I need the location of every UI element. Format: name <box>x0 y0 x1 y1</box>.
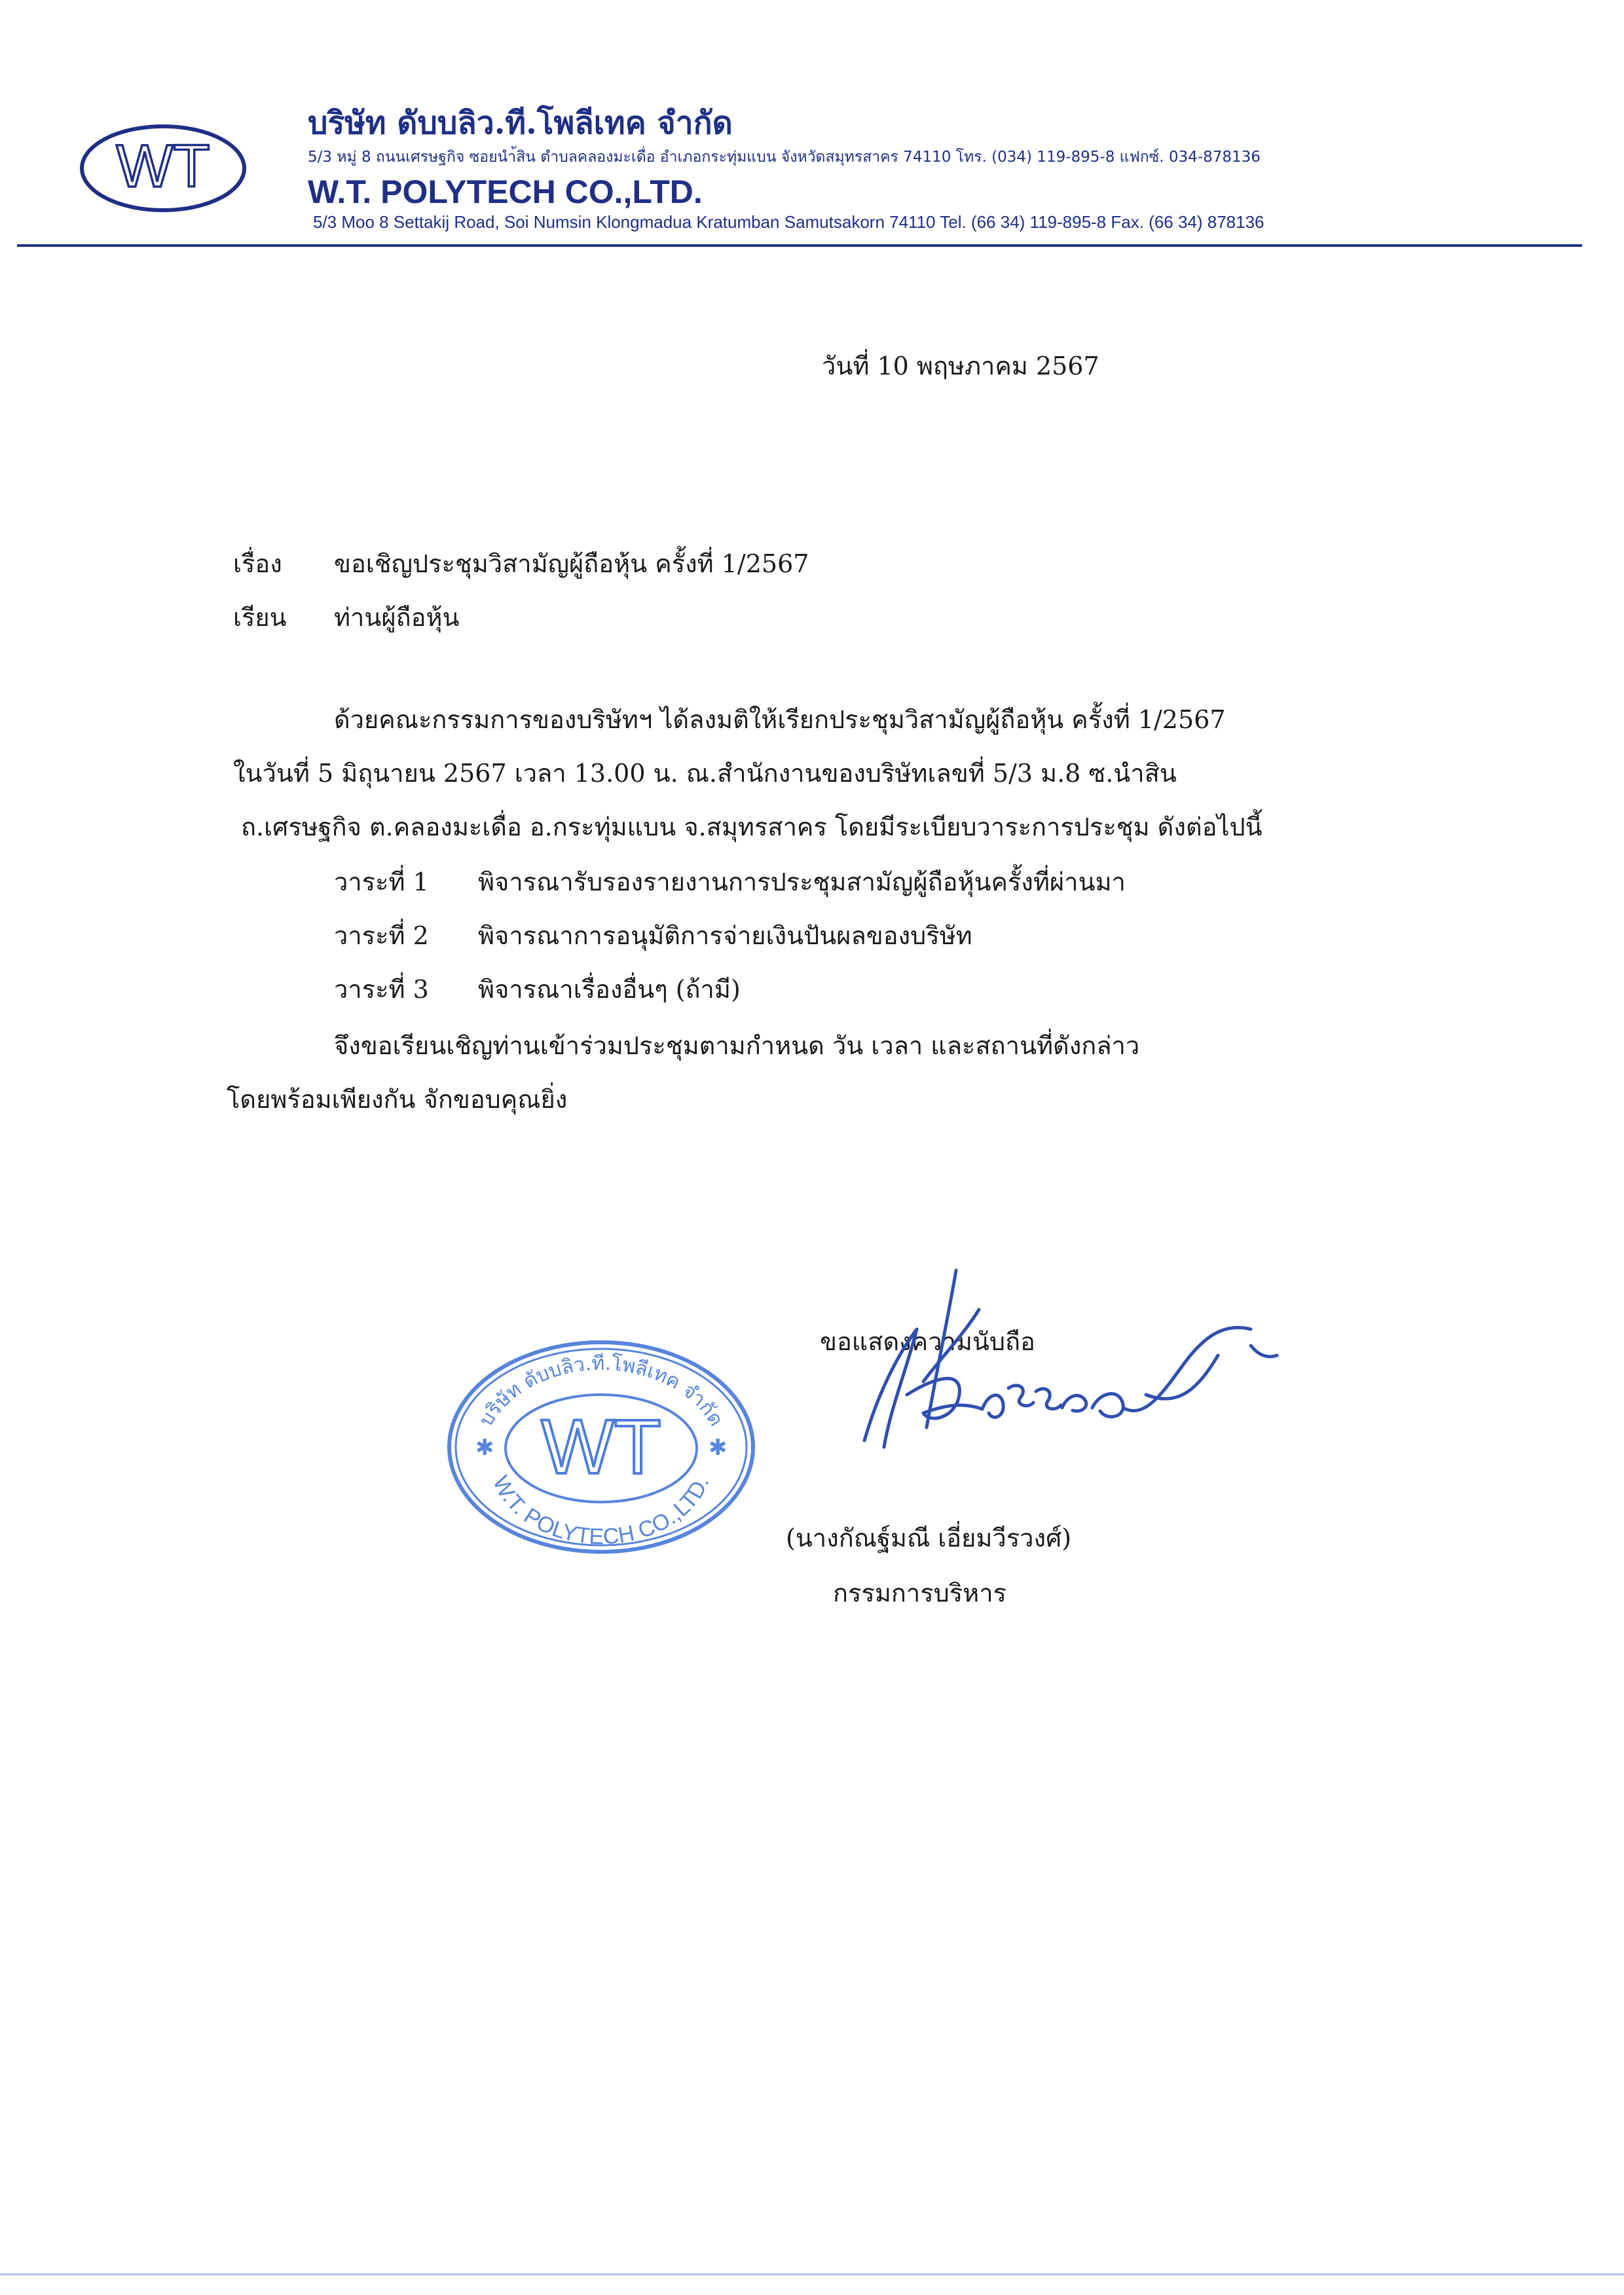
paragraph-line: ถ.เศรษฐกิจ ต.คลองมะเดื่อ อ.กระทุ่มแบน จ.สมุทรสาคร โดยมีระเบียบวาระการประชุม ดังต่อไปนี้ <box>241 813 1263 841</box>
company-name-th: บริษัท ดับบลิว.ที.โพลีเทค จำกัด <box>308 105 733 141</box>
signatory-title: กรรมการบริหาร <box>833 1579 1006 1607</box>
signatory-name: (นางกัณฐ์มณี เอี่ยมวีรวงศ์) <box>786 1524 1072 1552</box>
stamp-ring-bottom: W.T. POLYTECH CO.,LTD. <box>487 1472 714 1550</box>
agenda-label: วาระที่ 2 <box>334 921 429 950</box>
svg-text:✱: ✱ <box>475 1435 494 1461</box>
handwritten-signature <box>792 1257 1290 1473</box>
closing-regards: ขอแสดงความนับถือ <box>820 1327 1035 1356</box>
company-name-en: W.T. POLYTECH CO.,LTD. <box>308 174 703 210</box>
company-logo <box>77 121 249 215</box>
subject-text: ขอเชิญประชุมวิสามัญผู้ถือหุ้น ครั้งที่ 1/2567 <box>334 549 809 578</box>
stamp-ring-top: บริษัท ดับบลิว.ที.โพลีเทค จำกัด <box>474 1351 728 1431</box>
header-divider <box>17 244 1582 247</box>
company-address-th: 5/3 หมู่ 8 ถนนเศรษฐกิจ ซอยนำ้สิน ตำบลคลองมะเดื่อ อำเภอกระทุ่มแบน จังหวัดสมุทรสาคร 74110 โทร. (034) 119-895-8 แฟกซ์. 034-878136 <box>308 149 1261 166</box>
recipient-label: เรียน <box>233 603 287 632</box>
recipient-text: ท่านผู้ถือหุ้น <box>334 603 460 632</box>
logo-text: WT <box>116 133 210 200</box>
page-bottom-edge <box>0 2273 1624 2275</box>
agenda-label: วาระที่ 1 <box>334 868 429 896</box>
closing-line: โดยพร้อมเพียงกัน จักขอบคุณยิ่ง <box>227 1085 568 1114</box>
paragraph-line: ในวันที่ 5 มิถุนายน 2567 เวลา 13.00 น. ณ.สำนักงานของบริษัทเลขที่ 5/3 ม.8 ซ.นำสิน <box>233 759 1177 788</box>
letter-date: วันที่ 10 พฤษภาคม 2567 <box>822 352 1099 380</box>
subject-label: เรื่อง <box>233 549 282 578</box>
company-stamp <box>444 1336 758 1558</box>
paragraph-line: ด้วยคณะกรรมการของบริษัทฯ ได้ลงมติให้เรียกประชุมวิสามัญผู้ถือหุ้น ครั้งที่ 1/2567 <box>334 705 1226 734</box>
agenda-item: พิจารณาการอนุมัติการจ่ายเงินปันผลของบริษัท <box>478 921 972 950</box>
agenda-item: พิจารณารับรองรายงานการประชุมสามัญผู้ถือหุ้นครั้งที่ผ่านมา <box>478 868 1126 896</box>
stamp-center-text: WT <box>541 1404 661 1490</box>
agenda-item: พิจารณาเรื่องอื่นๆ (ถ้ามี) <box>478 975 741 1004</box>
closing-line: จึงขอเรียนเชิญท่านเข้าร่วมประชุมตามกำหนด วัน เวลา และสถานที่ดังกล่าว <box>334 1031 1140 1060</box>
agenda-label: วาระที่ 3 <box>334 975 429 1004</box>
svg-text:✱: ✱ <box>709 1435 728 1461</box>
company-address-en: 5/3 Moo 8 Settakij Road, Soi Numsin Klongmadua Kratumban Samutsakorn 74110 Tel. (66 34) 119-895-8 Fax. (66 34) 878136 <box>313 212 1264 232</box>
